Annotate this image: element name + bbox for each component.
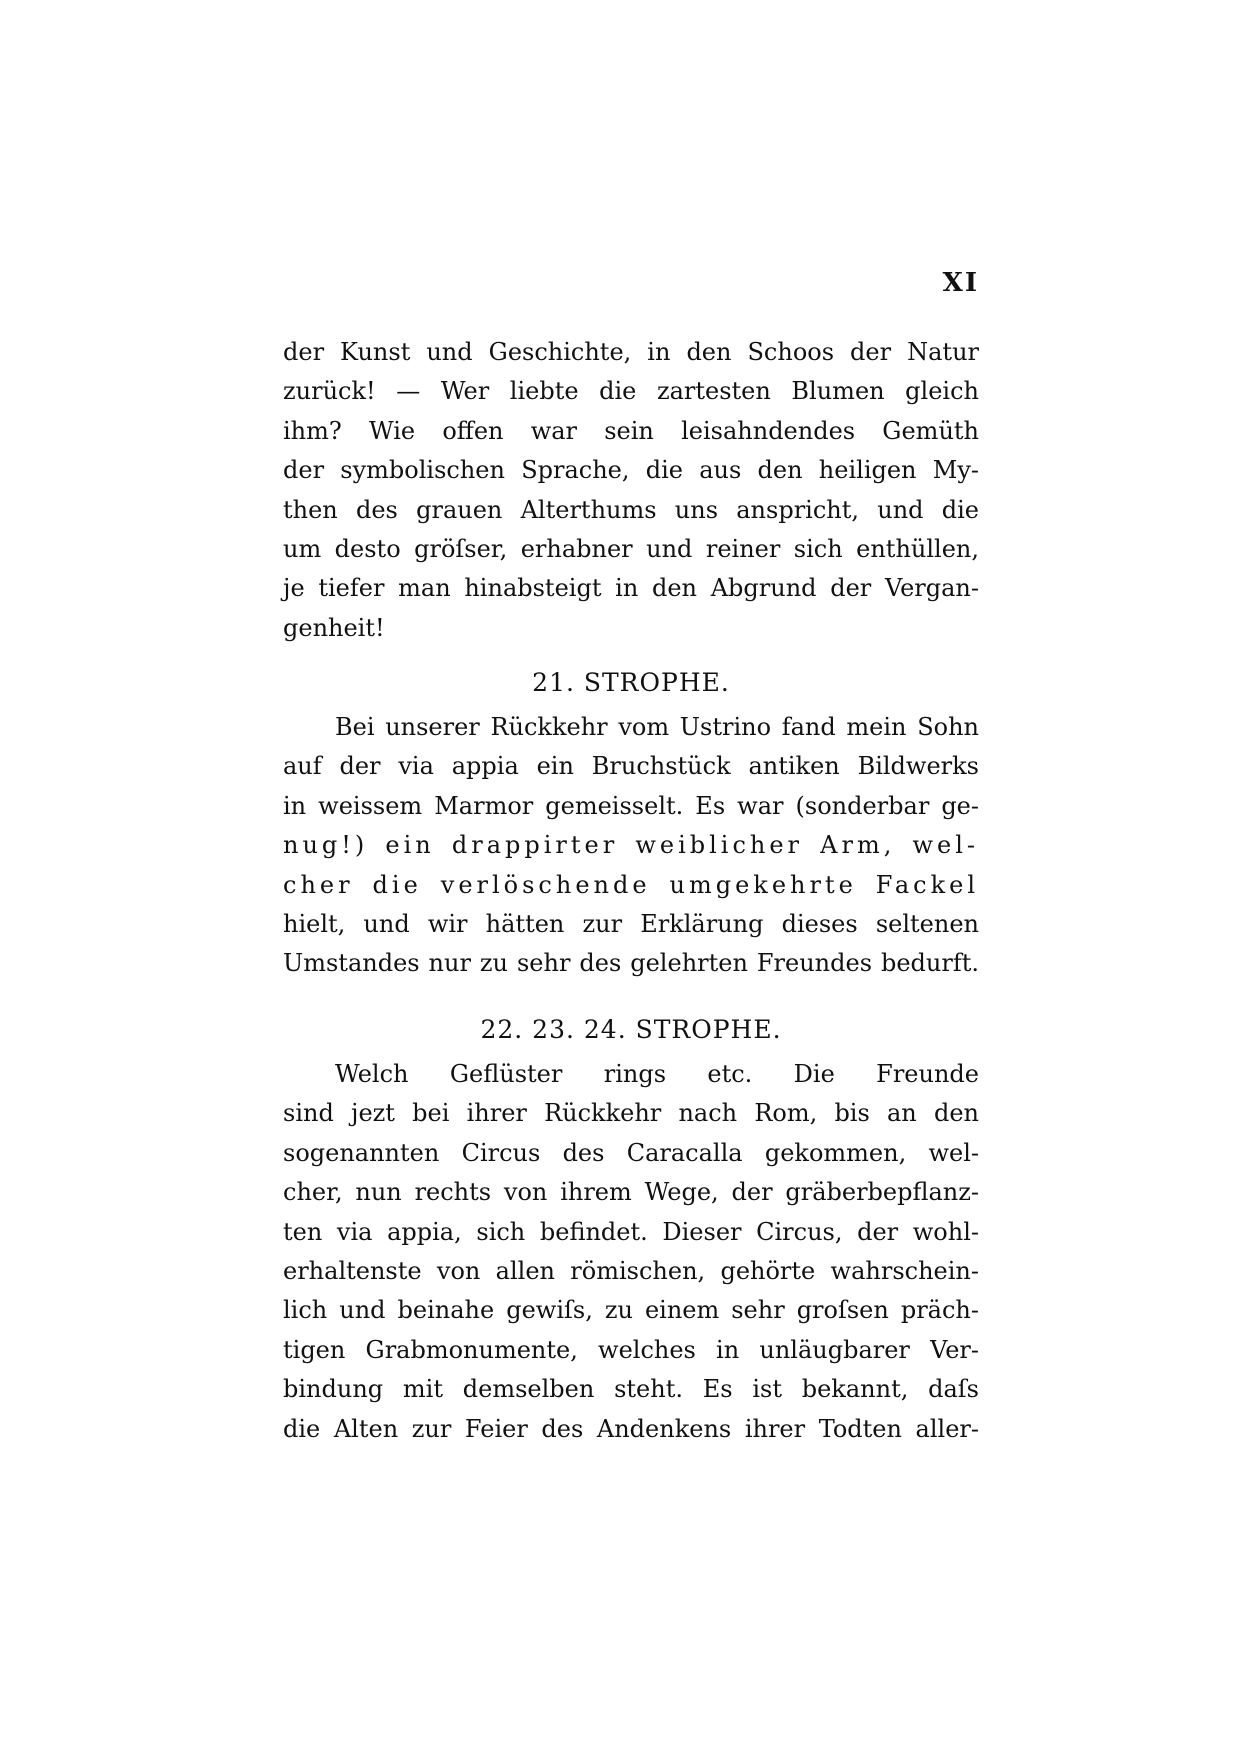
text-line: der Kunst und Geschichte, in den Schoos der Natur (283, 338, 979, 366)
text-line: nug!) ein drappirter weiblicher Arm, wel- (283, 831, 979, 860)
text-line: sind jezt bei ihrer Rückkehr nach Rom, bis an den (283, 1099, 979, 1128)
text-line: genheit! (283, 613, 385, 642)
page-number: XI (942, 268, 979, 298)
text-line: zurück! — Wer liebte die zartesten Blumen gleich (283, 377, 979, 406)
section-heading-strophe-22-24: 22. 23. 24. STROPHE. (480, 1015, 782, 1044)
section-heading-strophe-21: 21. STROPHE. (532, 668, 730, 697)
paragraph-intro (283, 333, 979, 648)
text-line: lich und beinahe gewiſs, zu einem sehr groſsen präch- (283, 1296, 979, 1325)
text-line: hielt, und wir hätten zur Erklärung dieses seltenen (283, 910, 979, 939)
text-line: Umstandes nur zu sehr des gelehrten Freundes bedurft. (283, 949, 979, 978)
text-line: Welch Geflüster rings etc. Die Freunde (335, 1060, 979, 1088)
text-line: cher die verlöschende umgekehrte Fackel (283, 870, 979, 899)
paragraph-strophe-22-24 (283, 1055, 979, 1449)
text-line: sogenannten Circus des Caracalla gekommen, wel- (283, 1138, 979, 1167)
paragraph-strophe-21 (283, 708, 979, 984)
text-line: um desto gröſser, erhabner und reiner sich enthüllen, (283, 535, 979, 564)
text-line: erhaltenste von allen römischen, gehörte wahrschein- (283, 1257, 979, 1286)
text-line: je tiefer man hinabsteigt in den Abgrund der Vergan- (283, 574, 979, 603)
text-line: der symbolischen Sprache, die aus den heiligen My- (283, 456, 979, 485)
text-line: in weissem Marmor gemeisselt. Es war (sonderbar ge- (283, 791, 979, 820)
text-line: auf der via appia ein Bruchstück antiken Bildwerks (283, 752, 979, 781)
text-line: ihm? Wie offen war sein leisahndendes Gemüth (283, 416, 979, 445)
text-line: bindung mit demselben steht. Es ist bekannt, daſs (283, 1375, 979, 1404)
text-line: tigen Grabmonumente, welches in unläugbarer Ver- (283, 1335, 979, 1364)
text-line: Bei unserer Rückkehr vom Ustrino fand mein Sohn (335, 713, 979, 741)
text-line: cher, nun rechts von ihrem Wege, der gräberbepflanz- (283, 1178, 979, 1207)
text-line: die Alten zur Feier des Andenkens ihrer Todten aller- (283, 1414, 979, 1443)
text-line: ten via appia, sich befindet. Dieser Circus, der wohl- (283, 1217, 979, 1246)
text-line: then des grauen Alterthums uns anspricht, und die (283, 495, 979, 524)
